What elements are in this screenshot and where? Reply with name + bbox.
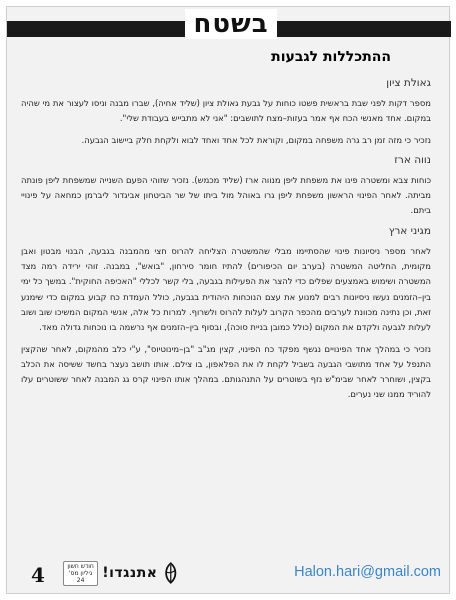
page-footer	[7, 557, 451, 593]
magazine-logo	[63, 559, 181, 587]
paragraph: נזכיר כי מזה זמן רב גרה משפחה במקום, וקוראת לכל אחד ואחד לבוא ולקחת חלק ביישוב הגבעה.	[81, 134, 431, 145]
section-subtitle: גאולת ציון	[386, 77, 431, 89]
section-banner	[7, 7, 451, 43]
section-title: בשטח	[193, 9, 269, 39]
article-body	[21, 71, 431, 409]
page-number: 4	[31, 563, 45, 587]
article-headline: ההתכללות לגבעות	[271, 49, 391, 65]
paragraph: נזכיר כי במהלך אחד הפינויים נגשף מפקד כח הפינוי, קצין מג"ב "בן–מינוטיוס", ע"י כלב מהמקום, לאחר שהקצין התנפל על אחד מתושבי הגבעה בשביל לקחת לו את הפלאפון, בו צילם. אותו תושב נעצר בחשד ששיסה את הכלב בקצין, ושוחרר לאחר שבימ"ש נזף בשוטרים על התנהגותם. במהלך אותו הפינוי קרס גג המבנה לאחר ששוטרים עלו להוריד ממנו שני נערים.	[21, 343, 431, 400]
section-subtitle: נווה ארז	[394, 153, 431, 166]
magazine-name: אתנגדו!	[102, 565, 158, 581]
section-title-box	[185, 9, 277, 39]
issue-number: גיליון מס' 24	[68, 569, 93, 584]
paragraph: כוחות צבא ומשטרה פינו את משפחת ליפן מנווה ארז (שליד מכמש). נזכיר שזוהי הפעם השנייה שמשפחת ליפן פונתה מביתה. לאחר הפינוי הראשון משפחת ליפן גרו באוהל מול ביתו של שר הביטחון אביגדור ליברמן כמחאה על פינויי ביתם.	[21, 174, 431, 216]
issue-month: חודש חשון	[67, 562, 94, 570]
contact-email[interactable]: Halon.hari@gmail.com	[294, 564, 441, 580]
issue-badge	[63, 561, 98, 586]
paragraph: מספר דקות לפני שבת בראשית פשטו כוחות על גבעת גאולת ציון (שליד אחיה), שברו מבנה וניסו לעצור את מי שהיה במקום. אחד מאנשי הכח אף אמר בעזות–מצח לתושבים: "אני לא מתבייש בעבודת שלי".	[21, 98, 431, 124]
section-subtitle: מגיני ארץ	[388, 224, 431, 237]
paragraph: לאחר מספר ניסיונות פינוי שהסתיימו מבלי שהמשטרה הצליחה להרוס חצי מהמבנה בגבעה, הבנוי מבטון ואבן מקומית, החליטה המשטרה (בערב יום הכיפורים) להתיז חומר סירחון, "בואש", במבנה. זוהי ירידה רמה מצד המשטרה ושימוש באמצעים שפלים כדי להצר את הפעילות בגבעה, בלי קשר לכללי "האכיפה החוקית". במשך כל ימי בין–הזמנים נעשו ניסיונות רבים למנוע את עצם הנוכחות היהודית בגבעה, כולל העמדת כח קבוע במקום כדי שימנע זאת, וכן נתינה מכוונת לערבים מהכפר הקרוב לעלות להרוס ולשרוף. למרות כל אלה, אנשי המקום המשיכו שוב ושוב לעלות לגבעה ולקדם את המקום (כולל כמובן בניית סוכה), ובסוף בין–הזמנים אף נרשמה בו נוכחות גדולה מאד.	[21, 245, 431, 333]
leaf-logo-icon	[161, 560, 181, 586]
newsletter-page	[6, 6, 450, 594]
